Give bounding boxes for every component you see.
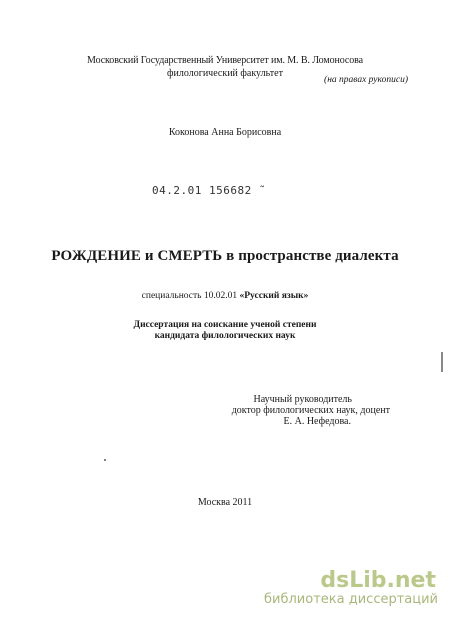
university-name: Московский Государственный Университет им. М. В. Ломоносова (87, 55, 363, 66)
faculty-name: филологический факультет (167, 68, 283, 79)
supervisor-name: Е. А. Нефедова. (283, 416, 351, 427)
specialty-name: «Русский язык» (239, 291, 309, 301)
city-year: Москва 2011 (197, 497, 253, 508)
title-part-1: РОЖДЕНИЕ (51, 248, 141, 264)
title-part-3: СМЕРТЬ (157, 248, 223, 264)
supervisor-role: Научный руководитель (253, 394, 352, 405)
degree-line-1: Диссертация на соискание ученой степени (133, 320, 317, 330)
watermark-logo: dsLib.net (320, 568, 436, 593)
author-name: Коконова Анна Борисовна (168, 127, 282, 138)
title-part-2: и (141, 248, 158, 264)
watermark-subtitle: библиотека диссертаций (264, 592, 438, 607)
library-stamp-number: 04.2.01 156682 ˜ (152, 184, 266, 197)
supervisor-degree: доктор филологических наук, доцент (231, 405, 390, 416)
title-part-4: в пространстве диалекта (222, 248, 399, 264)
specialty-line (0, 291, 450, 301)
dissertation-title (0, 248, 450, 265)
specialty-prefix: специальность 10.02.01 (141, 291, 240, 301)
scan-speck (104, 459, 106, 461)
degree-line-2: кандидата филологических наук (154, 331, 296, 341)
scan-edge-mark (441, 352, 443, 372)
manuscript-note: (на правах рукописи) (324, 75, 408, 85)
